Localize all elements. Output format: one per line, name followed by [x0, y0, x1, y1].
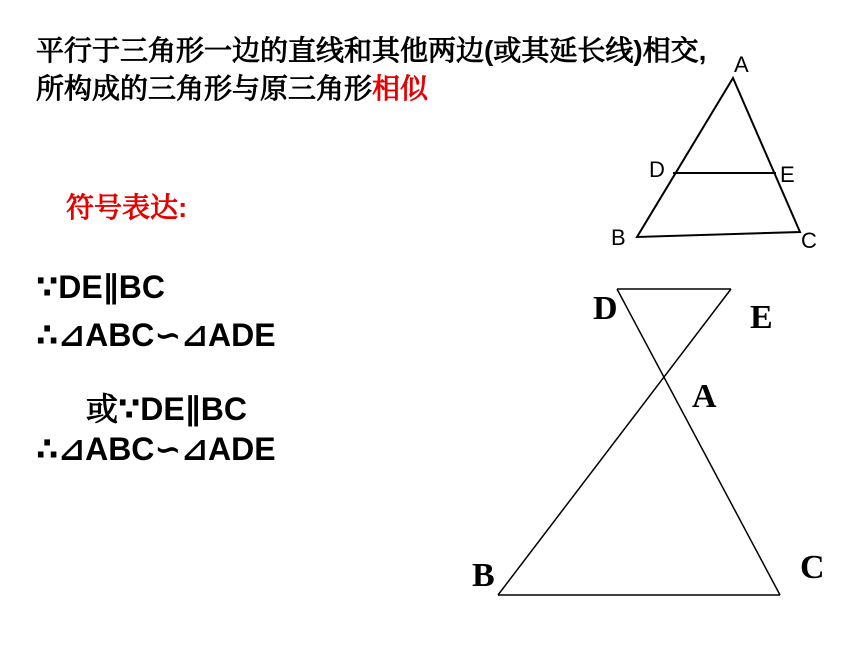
fig1-label-d: D — [649, 157, 665, 182]
fig2-label-e: E — [750, 299, 773, 336]
theorem-highlight: 相似 — [372, 73, 429, 104]
symbol-expression-title: 符号表达: — [66, 192, 188, 223]
fig1-label-c: C — [801, 228, 817, 253]
figure-hourglass — [498, 289, 780, 595]
theorem-main: 平行于三角形一边的直线和其他两边(或其延长线)相交,所构成的三角形与原三角形 — [36, 35, 707, 104]
proof-line-3: 或∵DE∥BC — [86, 391, 247, 427]
proof-line-1: ∵DE∥BC — [36, 269, 165, 305]
fig2-label-b: B — [472, 557, 495, 594]
fig2-label-c: C — [800, 549, 825, 586]
fig1-label-e: E — [780, 162, 795, 187]
proof-line-2: ∴⊿ABC∽⊿ADE — [36, 317, 276, 353]
fig1-label-a: A — [734, 52, 749, 77]
fig1-label-b: B — [611, 225, 626, 250]
fig2-label-a: A — [692, 378, 717, 415]
fig2-label-d: D — [593, 290, 618, 327]
proof-line-4: ∴⊿ABC∽⊿ADE — [36, 431, 276, 467]
segment-eb — [498, 289, 731, 595]
